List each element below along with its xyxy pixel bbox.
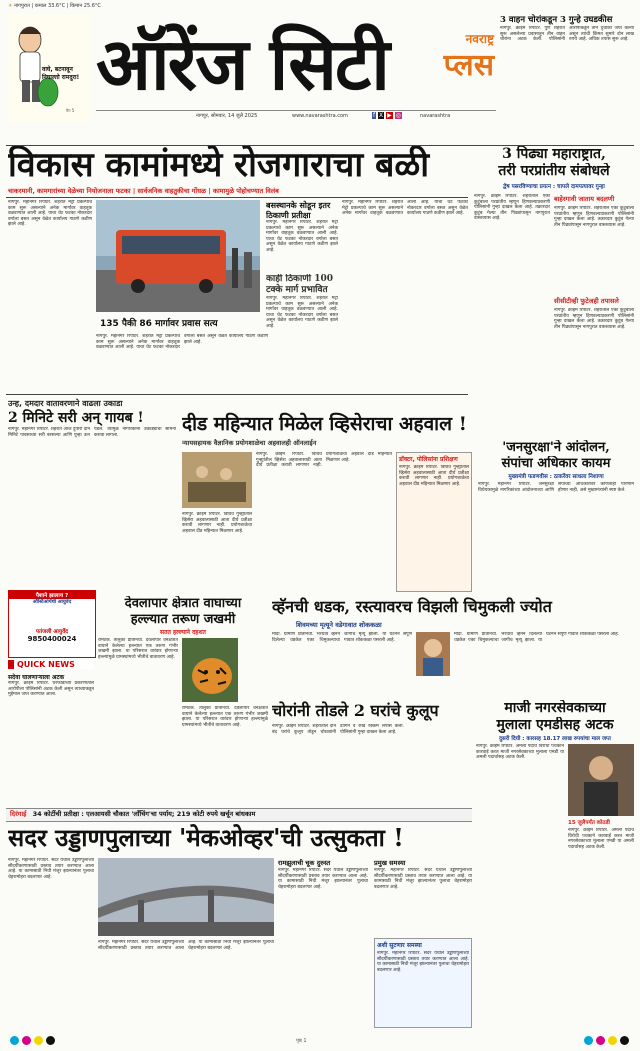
jansuraksha-strap: मुख्यमंत्री फडणवीस : ठाकरेंवर साधला निशाणा [508, 474, 604, 480]
viscera-body: नागपुर. क्राइम रिपोर्टर. विविध गुन्ह्यांतील व्हिसेरा अहवालासाठी आता दीर्घ प्रतीक्षा करावी लागणार नाही. प्रयोगशाळेचा अहवाल दीड महिन्यात मिळणार आहे. [256, 452, 392, 469]
generations-story [474, 146, 634, 434]
burglary-body: नागपुर. क्राइम रिपोर्टर. शहरातील दोन बंद घरांचे कुलूप तोडून चोरट्यांनी दागिने व रोख रक्कम लंपास केली. पोलिसांनी गुन्हा दाखल केला आहे. [272, 724, 404, 735]
quick-news-item-body: नागपुर. क्राइम रिपोर्टर. घरफोडीच्या प्रकरणातील आरोपीला पोलिसांनी अटक केली असून त्याच्याकडून मुद्देमाल जप्त करण्यात आला. [8, 681, 94, 698]
black-registration-mark-right [620, 1036, 629, 1045]
bottom-banner [6, 808, 472, 822]
bottom-banner-left: दिरंगाई [10, 810, 27, 818]
magenta-registration-mark-right [596, 1036, 605, 1045]
ad-name: पतंजली आयुर्वेद [35, 629, 69, 635]
min-temp: किमान 25.6°C [69, 3, 101, 9]
flyover-sub-body: नागपुर. महानगर रिपोर्टर. सदर येथील उड्डाणपुलाच्या सौंदर्यीकरणासाठी प्रस्ताव तयार करण्यात आला आहे. या कामासाठी निधी मंजूर झाल्यानंतर पुलाचा चेहरामोहरा बदलणार आहे. [278, 868, 368, 890]
magenta-registration-mark [22, 1036, 31, 1045]
flyover-sub-head: रामझुलाची चूक दुरुस्त [278, 859, 331, 867]
flyover-body: नागपुर. महानगर रिपोर्टर. सदर येथील उड्डाणपुलाच्या सौंदर्यीकरणासाठी प्रस्ताव तयार करण्यात आला आहे. या कामासाठी निधी मंजूर झाल्यानंतर पुलाचा चेहरामोहरा बदलणार आहे. [8, 858, 94, 880]
ad-phone: 9850400024 [27, 635, 77, 643]
quick-news [8, 660, 94, 772]
rain-headline-2: 2 मिनिटे सरी अन् गायब ! [8, 410, 144, 426]
social-icons [372, 112, 402, 119]
lab-photo [182, 452, 252, 508]
brand-block [436, 30, 494, 102]
lead-strap: चाकरमानी, कामगारांच्या वेळेच्या नियोजनाला फटका | सार्वजनिक वाहतुकीचा गोंधळ | कामामुळे पोहोचण्यात विलंब [8, 187, 279, 195]
flyover-body-2: नागपुर. महानगर रिपोर्टर. सदर येथील उड्डाणपुलाच्या सौंदर्यीकरणासाठी प्रस्ताव तयार करण्यात आला आहे. या कामासाठी निधी मंजूर झाल्यानंतर पुलाचा चेहरामोहरा बदलणार आहे. [98, 940, 274, 951]
masthead-title: ऑरेंज सिटी [96, 22, 388, 106]
flyover-solution-box [374, 938, 472, 1028]
flyover-sub-head-2: प्रमुख समस्या [374, 859, 406, 867]
flyover-sub-body-3: नागपुर. महानगर रिपोर्टर. सदर येथील उड्डाणपुलाच्या सौंदर्यीकरणासाठी प्रस्ताव तयार करण्यात आला आहे. या कामासाठी निधी मंजूर झाल्यानंतर पुलाचा चेहरामोहरा बदलणार आहे. [377, 951, 469, 973]
viscera-body-2: नागपुर. क्राइम रिपोर्टर. विविध गुन्ह्यांतील व्हिसेरा अहवालासाठी आता दीर्घ प्रतीक्षा करावी लागणार नाही. प्रयोगशाळेचा अहवाल दीड महिन्यात मिळणार आहे. [182, 512, 252, 534]
quick-news-item-head: सदेवा घालणाऱ्याला अटक [8, 674, 65, 681]
generations-headline-2: तरी परप्रांतीय संबोधले [498, 163, 610, 179]
viscera-strap: न्यायसहायक वैज्ञानिक प्रयोगशाळेचा अहवालही ऑनलाईन [182, 439, 317, 447]
ex-corporator-strap: दुसरी दिघी : कारसह 18.17 लाख रुपयांचा माल जप्त [499, 736, 611, 742]
flyover-photo-illustration [98, 858, 274, 936]
vehicle-theft-story [500, 14, 634, 148]
rain-story [8, 398, 176, 592]
facebook-icon[interactable]: f [373, 112, 376, 119]
weather-sun-icon: ☀ [8, 3, 13, 9]
yellow-registration-mark-right [608, 1036, 617, 1045]
jansuraksha-headline-2: संपांचा अधिकार कायम [501, 456, 611, 471]
brand-top: नवराष्ट्र [465, 32, 494, 46]
x-icon[interactable]: X [379, 112, 384, 119]
generations-body: नागपुर. क्राइम रिपोर्टर. शहरातील एका कुटुंबाला परप्रांतीय म्हणून हिणवल्याप्रकरणी पोलिसांनी गुन्हा दाखल केला आहे. तक्रारदार कुटुंब गेल्या तीन पिढ्यांपासून नागपुरात वास्तव्यास आहे. [474, 194, 550, 222]
brand-bottom: प्लस [443, 48, 494, 83]
quick-news-label-text: QUICK NEWS [17, 660, 75, 669]
vehicle-theft-headline: 3 वाहन चोरांकडून 3 गुन्हे उघडकीस [500, 15, 613, 25]
cyan-registration-mark-right [584, 1036, 593, 1045]
generations-headline-1: 3 पिढ्या महाराष्ट्रात, [502, 146, 606, 162]
viscera-box [396, 452, 472, 592]
tiger-story [98, 596, 268, 796]
jansuraksha-headline-1: 'जनसुरक्षा'ने आंदोलन, [502, 440, 610, 455]
generations-sidebar-head: बाहेरगावी जाताय बदलणी [554, 195, 615, 203]
flyover-sub-block [278, 858, 472, 1028]
cyan-registration-mark [10, 1036, 19, 1045]
tiger-headline-2: हल्ल्यात तरूण जखमी [130, 612, 236, 627]
ex-corporator-body: नागपुर. क्राइम रिपोर्टर. अमली पदार्थ विरोधी पथकाने कारवाई करत माजी नगरसेवकाच्या मुलाला एमडी या अमली पदार्थासह अटक केली. [476, 744, 564, 761]
tiger-strap: सतत हल्ल्याने दहशत [160, 629, 206, 636]
lead-sub-headline-1: बसस्थानके सोडून इतर ठिकाणी प्रतीक्षा [266, 200, 331, 220]
lead-sub-body-1: नागपुर. महानगर रिपोर्टर. शहरात मेट्रो प्रकल्पाचे काम सुरू असल्याने अनेक मार्गांवर वाहतूक वळवण्यात आली आहे. याचा थेट फटका नोकरदार वर्गाला बसत असून वेळेत कार्यालय गाठणे कठीण झाले आहे. [266, 220, 338, 253]
lead-sub-headline-2: काही ठिकाणी 100 टक्के मार्ग प्रभावित [266, 274, 334, 295]
vehicle-theft-body: नागपुर. क्राइम रिपोर्टर. पुणे शहरात सुरू असलेल्या प्रवासातून तीन वाहन चोरांना अटक केली. पोलिसांनी आरोपींकडून तीन दुचाकी जप्त केल्या असून त्यांची किंमत सुमारे दोन लाख रुपये आहे. अधिक तपास सुरू आहे. [500, 26, 634, 43]
bus-photo-caption: 135 पैकी 86 मार्गावर प्रवास सत्य [100, 319, 218, 329]
flyover-photo [98, 858, 274, 936]
flyover-sub-head-3: अशी सुटणार समस्या [377, 942, 422, 949]
masthead-cartoon [8, 14, 90, 122]
arrest-photo [568, 744, 634, 816]
lead-body-2: नागपुर. महानगर रिपोर्टर. शहरात मेट्रो प्रकल्पाचे काम सुरू असल्याने अनेक मार्गांवर वाहतूक वळवण्यात आली आहे. याचा थेट फटका नोकरदार वर्गाला बसत असून वेळेत कार्यालय गाठणे कठीण झाले आहे. [96, 334, 268, 351]
yellow-registration-mark [34, 1036, 43, 1045]
generations-sidebar-body-2: नागपुर. क्राइम रिपोर्टर. शहरातील एका कुटुंबाला परप्रांतीय म्हणून हिणवल्याप्रकरणी पोलिसांनी गुन्हा दाखल केला आहे. तक्रारदार कुटुंब गेल्या तीन पिढ्यांपासून नागपुरात वास्तव्यास आहे. [554, 308, 634, 330]
van-body: मौदा. ग्रामीण प्रतिनिधी. भरधाव व्हॅनने दिलेल्या धडकेत एका चिमुकल्याचा जागीच मृत्यू झाला. या घटनेने संपूर्ण गावात शोककळा पसरली आहे. [272, 632, 412, 643]
generations-sidebar-head-2: सीसीटीव्ही फुटेजही तपासले [554, 297, 619, 305]
generations-strap: द्वेष पसरविण्याचा प्रयत्न : चापले दामपत्यावर गुन्हा [503, 184, 605, 190]
arrest-photo-caption: 15 जुलैपर्यंत कोठडी [568, 820, 610, 826]
rain-headline: उन्ह, दमदार वातावरणाने वाढला उकाडा [8, 399, 123, 408]
instagram-icon[interactable]: ◎ [395, 112, 401, 119]
dateline: नागपुर, सोमवार, 14 जुलै 2025 [196, 113, 258, 119]
tiger-body-2: रामटेक. तालुका प्रतिनिधी. देवलापार वनक्षेत्रात वाघाने केलेल्या हल्ल्यात एक तरूण गंभीर जखमी झाला. या परिसरात वारंवार होणाऱ्या हल्ल्यांमुळे ग्रामस्थांमध्ये भीतीचे वातावरण आहे. [182, 706, 268, 728]
ex-corporator-headline-2: मुलाला एमडीसह अटक [496, 717, 614, 733]
max-temp: कमाल 33.6°C [34, 3, 66, 9]
bus-photo-illustration [96, 200, 260, 312]
ayurveda-ad[interactable] [8, 590, 96, 658]
lead-sub-block [266, 200, 338, 390]
lead-body: नागपुर. महानगर रिपोर्टर. शहरात मेट्रो प्रकल्पाचे काम सुरू असल्याने अनेक मार्गांवर वाहतूक वळवण्यात आली आहे. याचा थेट फटका नोकरदार वर्गाला बसत असून वेळेत कार्यालय गाठणे कठीण झाले आहे. [8, 200, 92, 228]
lead-sub-body-2: नागपुर. महानगर रिपोर्टर. शहरात मेट्रो प्रकल्पाचे काम सुरू असल्याने अनेक मार्गांवर वाहतूक वळवण्यात आली आहे. याचा थेट फटका नोकरदार वर्गाला बसत असून वेळेत कार्यालय गाठणे कठीण झाले आहे. [266, 296, 338, 329]
tiger-body: रामटेक. तालुका प्रतिनिधी. देवलापार वनक्षेत्रात वाघाने केलेल्या हल्ल्यात एक तरूण गंभीर जखमी झाला. या परिसरात वारंवार होणाऱ्या हल्ल्यांमुळे ग्रामस्थांमध्ये भीतीचे वातावरण आहे. [98, 638, 178, 660]
ex-corporator-headline-1: माजी नगरसेवकाच्या [504, 700, 606, 716]
bus-photo [96, 200, 260, 312]
flyover-headline: सदर उड्डाणपुलाच्या 'मेकओव्हर'ची उत्सुकता ! [8, 824, 404, 852]
ad-title: ऑस्टिओपॅथी आयुर्वेद [32, 599, 72, 605]
tiger-photo [182, 638, 238, 702]
dateline-bar [96, 110, 496, 121]
van-body-2: मौदा. ग्रामीण प्रतिनिधी. भरधाव व्हॅनने दिलेल्या धडकेत एका चिमुकल्याचा जागीच मृत्यू झाला. या घटनेने संपूर्ण गावात शोककळा पसरली आहे. [454, 632, 620, 643]
ex-corporator-body-2: नागपुर. क्राइम रिपोर्टर. अमली पदार्थ विरोधी पथकाने कारवाई करत माजी नगरसेवकाच्या मुलाला एमडी या अमली पदार्थासह अटक केली. [568, 828, 634, 850]
lab-photo-illustration [182, 452, 252, 508]
burglary-headline: चोरांनी तोडले 2 घरांचे कुलूप [272, 701, 439, 720]
arrest-photo-illustration [568, 744, 634, 816]
ad-top: पैशाने झालाय ? [9, 591, 95, 599]
social-handle: navarashtra [420, 113, 451, 119]
van-strap: शिवमच्या मृत्यूने वडेगावात शोककळा [296, 621, 382, 629]
van-headline: व्हॅनची धडक, रस्त्यावरच विझली चिमुकली ज्योत [272, 597, 552, 616]
weather-label: नागपुरात [14, 3, 30, 9]
viscera-headline: दीड महिन्यात मिळेल व्हिसेराचा अहवाल ! [182, 413, 467, 435]
flyover-sub-body-2: नागपुर. महानगर रिपोर्टर. सदर येथील उड्डाणपुलाच्या सौंदर्यीकरणासाठी प्रस्ताव तयार करण्यात आला आहे. या कामासाठी निधी मंजूर झाल्यानंतर पुलाचा चेहरामोहरा बदलणार आहे. [374, 868, 472, 890]
jansuraksha-story [478, 440, 634, 590]
viscera-box-head: डॉक्टर, पोलिसांना प्रशिक्षण [399, 456, 458, 463]
cartoon-caption: वाघे, बटनावून निघाल्तो रामदुरा! [42, 66, 80, 81]
rain-body: नागपुर. महानगर रिपोर्टर. शहरात आज दुपारी दोन मिनिटे पावसाच्या सरी बरसल्या आणि पुन्हा ऊन पडले. त्यामुळे नागरिकांना उकाड्याचा सामना करावा लागला. [8, 427, 176, 438]
lead-headline: विकास कामांमध्ये रोजगाराचा बळी [8, 146, 430, 184]
cartoon-tag: पैग 5 [66, 108, 75, 113]
tiger-headline-1: देवलापार क्षेत्रात वाघाच्या [124, 596, 242, 611]
child-photo-illustration [416, 632, 450, 676]
bottom-banner-text: 34 कोटींची प्रतीक्षा : एलआयसी चौकात 'लॉंचिंग'चा पर्याय; 219 कोटी रुपये खर्चून बांधकाम [32, 810, 256, 818]
page-number: पृष्ठ 1 [296, 1038, 307, 1044]
child-photo [416, 632, 450, 676]
ex-corporator-story [476, 700, 634, 1014]
weather-strip: ☀ नागपुरात | कमाल 33.6°C | किमान 25.6°C [8, 3, 101, 9]
jansuraksha-body: नागपुर. महानगर रिपोर्टर. जनसुरक्षा विधेयकामुळे नागरिकांच्या आंदोलनाच्या आणि संपांच्या अधिकारावर कोणताही परिणाम होणार नाही, असे मुख्यमंत्र्यांनी स्पष्ट केले. [478, 482, 634, 493]
website-link[interactable]: www.navarashtra.com [292, 113, 348, 119]
quick-news-label [8, 660, 94, 669]
youtube-icon[interactable]: ▶ [387, 112, 392, 119]
generations-sidebar-body: नागपुर. क्राइम रिपोर्टर. शहरातील एका कुटुंबाला परप्रांतीय म्हणून हिणवल्याप्रकरणी पोलिसांनी गुन्हा दाखल केला आहे. तक्रारदार कुटुंब गेल्या तीन पिढ्यांपासून नागपुरात वास्तव्यास आहे. [554, 206, 634, 228]
black-registration-mark [46, 1036, 55, 1045]
viscera-box-body: नागपुर. क्राइम रिपोर्टर. विविध गुन्ह्यांतील व्हिसेरा अहवालासाठी आता दीर्घ प्रतीक्षा करावी लागणार नाही. प्रयोगशाळेचा अहवाल दीड महिन्यात मिळणार आहे. [399, 465, 469, 487]
tiger-photo-illustration [182, 638, 238, 702]
lead-body-3: नागपुर. महानगर रिपोर्टर. शहरात मेट्रो प्रकल्पाचे काम सुरू असल्याने अनेक मार्गांवर वाहतूक वळवण्यात आली आहे. याचा थेट फटका नोकरदार वर्गाला बसत असून वेळेत कार्यालय गाठणे कठीण झाले आहे. [342, 200, 468, 217]
